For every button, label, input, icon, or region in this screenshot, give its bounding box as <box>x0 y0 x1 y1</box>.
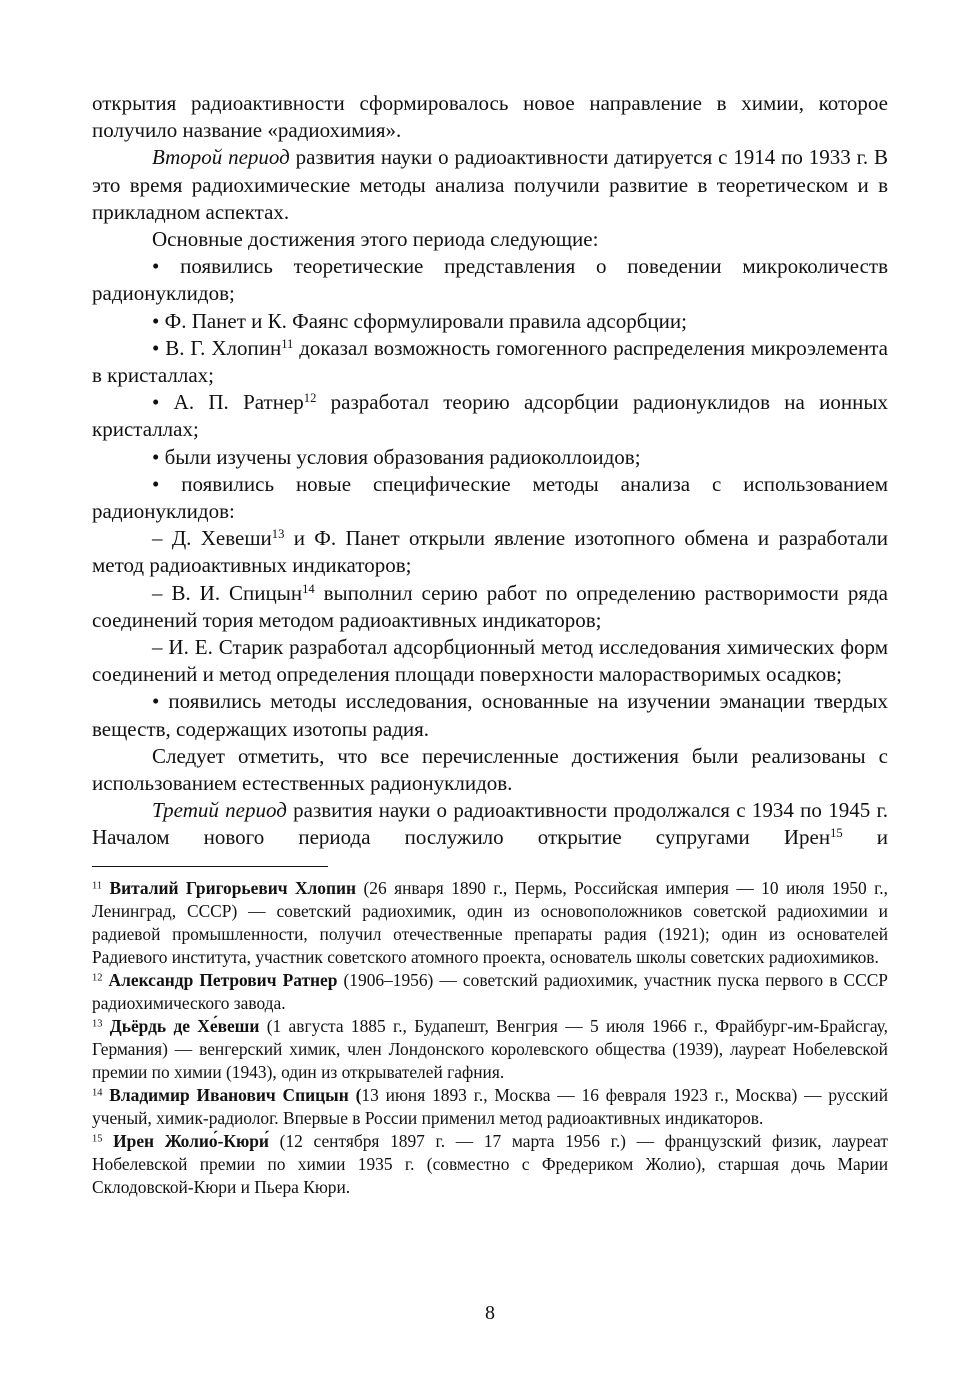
footnote-ref: 15 <box>830 826 843 841</box>
dash-item: – И. Е. Старик разработал адсорбционный метод исследования химических форм соединений и метод определения площади поверхности малорастворимых осадков; <box>92 635 888 687</box>
dash-item: – В. И. Спицын$^{14}$ выполнил серию работ по определению растворимости ряда соединений тория методом радиоактивных индикаторов; <box>92 580 889 632</box>
emphasis: Второй период <box>152 145 290 170</box>
bullet-item: • А. П. Ратнер$^{12}$ разработал теорию адсорбции радионуклидов на ионных кристаллах; <box>92 390 888 442</box>
footnote-divider <box>92 866 328 867</box>
paragraph: Основные достижения этого периода следующие: <box>152 227 599 252</box>
page <box>92 90 888 1199</box>
dash-item: – Д. Хевеши$^{13}$ и Ф. Панет открыли явление изотопного обмена и разработали метод радиоактивных индикаторов; <box>92 526 888 578</box>
footnote-ref: 11 <box>281 336 294 351</box>
paragraph: Второй период развития науки о радиоактивности датируется с 1914 по 1933 г. В это время радиохимические методы анализа получили развитие в теоретическом и в прикладном аспектах. <box>92 145 888 224</box>
footnotes <box>92 877 888 1199</box>
paragraph: открытия радиоактивности сформировалось новое направление в химии, которое получило название «радиохимия». <box>92 91 888 143</box>
bullet-item: • были изучены условия образования радиоколлоидов; <box>152 444 641 469</box>
footnote: $^{14}$ Владимир Иванович Спицын (13 июня 1893 г., Москва — 16 февраля 1923 г., Москва) — русский ученый, химик-радиолог. Впервые в России применил метод радиоактивных индикаторов. <box>92 1084 888 1128</box>
page-number: 8 <box>485 1302 495 1324</box>
footnote-ref: 12 <box>303 391 317 406</box>
bullet-item: • В. Г. Хлопин$^{11}$ доказал возможность гомогенного распределения микроэлемента в кристаллах; <box>92 335 888 388</box>
footnote-ref: 13 <box>271 527 285 542</box>
footnote: $^{11}$ Виталий Григорьевич Хлопин (26 января 1890 г., Пермь, Российская империя — 10 июля 1950 г., Ленинград, СССР) — советский радиохимик, один из основоположников советской радиохимии и радиевой промышленности, получил отечественные препараты радия (1921); один из основателей Радиевого института, участник советского атомного проекта, основатель школы советских радиохимиков. <box>92 877 888 967</box>
emphasis: Третий период <box>152 798 287 823</box>
paragraph: Следует отметить, что все перечисленные достижения были реализованы с использованием естественных радионуклидов. <box>92 743 888 796</box>
bullet-item: • появились новые специфические методы анализа с использованием радионуклидов: <box>92 471 888 524</box>
footnote: $^{15}$ Ирен Жолио́-Кюри́ (12 сентября 1897 г. — 17 марта 1956 г.) — французский физик, лауреат Нобелевской премии по химии 1935 г. (совместно с Фредериком Жолио), старшая дочь Марии Склодовской-Кюри и Пьера Кюри. <box>92 1130 888 1197</box>
footnote: $^{12}$ Александр Петрович Ратнер (1906–1956) — советский радиохимик, участник пуска первого в СССР радиохимического завода. <box>92 969 888 1013</box>
footnote: $^{13}$ Дьёрдь де Хе́веши (1 августа 1885 г., Будапешт, Венгрия — 5 июля 1966 г., Фрайбург-им-Брайсгау, Германия) — венгерский химик, член Лондонского королевского общества (1939), лауреат Нобелевской премии по химии (1943), один из открывателей гафния. <box>92 1015 888 1082</box>
footnote-ref: 14 <box>302 581 315 596</box>
bullet-item: • появились методы исследования, основанные на изучении эманации твердых веществ, содержащих изотопы радия. <box>92 689 888 741</box>
bullet-item: • появились теоретические представления о поведении микроколичеств радионуклидов; <box>92 254 888 306</box>
main-text <box>92 90 888 852</box>
bullet-item: • Ф. Панет и К. Фаянс сформулировали правила адсорбции; <box>152 308 687 333</box>
paragraph: Третий период развития науки о радиоактивности продолжался с 1934 по 1945 г. Началом нового периода послужило открытие супругами Ирен$^{15}$ и <box>92 798 888 850</box>
